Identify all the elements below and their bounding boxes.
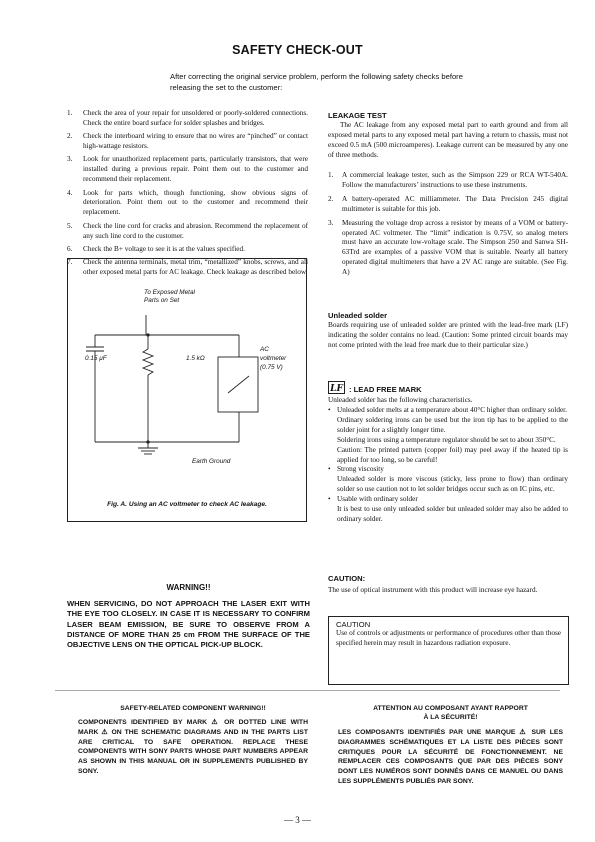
- check-item: 6. Check the B+ voltage to see it is at the values specified.: [67, 244, 245, 253]
- warning-text: WHEN SERVICING, DO NOT APPROACH THE LASER EXIT WITH THE EYE TOO CLOSELY. IN CASE IT IS NECESSARY TO CONFIRM LASER BEAM EMISSION, BE SURE TO OBSERVE FROM A DISTANCE OF MORE THAN 25 cm FROM THE SURFACE OF THE OBJECTIVE LENS ON THE OPTICAL PICK-UP BLOCK.: [67, 599, 310, 650]
- lead-free-intro: Unleaded solder has the following characteristics.: [328, 396, 473, 404]
- junction-dot: [146, 333, 149, 336]
- circuit-diagram: [68, 259, 306, 521]
- label-resistor: 1.5 kΩ: [186, 355, 205, 362]
- label-meter-1: AC: [260, 346, 269, 353]
- label-capacitor: 0.15 μF: [85, 355, 107, 362]
- check-item: 1. Check the area of your repair for unsoldered or poorly-soldered connections. Check the entire board surface for solder splashes and bridges.: [67, 109, 308, 127]
- safety-check-list: [67, 109, 308, 281]
- leakage-method-list: [328, 171, 568, 282]
- unleaded-heading: Unleaded solder: [328, 311, 388, 320]
- check-item: 5. Check the line cord for cracks and abrasion. Recommend the replacement of any such line cord to the customer.: [67, 221, 308, 240]
- method-item: 3. Measuring the voltage drop across a resistor by means of a VOM or battery-operated AC voltmeter. The “limit” indication is 0.75V, so analog meters must have an accurate low-voltage scale. The Simpson 250 and Sanwa SH-63Trd are examples of a passive VOM that is suitable. Nearly all battery operated digital multimeters that have a 2V AC range are suitable. (See Fig. A): [328, 218, 568, 277]
- method-item: 1. A commercial leakage tester, such as the Simpson 229 or RCA WT-540A. Follow the manufacturers’ instructions to use these instruments.: [328, 171, 568, 189]
- leakage-heading: LEAKAGE TEST: [328, 111, 387, 120]
- leakage-paragraph: The AC leakage from any exposed metal part to earth ground and from all exposed metal parts to any exposed metal part having a return to chassis, must not exceed 0.5 mA (500 microamperes). Leakage current can be measured by any one of three methods.: [328, 121, 568, 159]
- figure-caption: Fig. A. Using an AC voltmeter to check AC leakage.: [107, 501, 267, 508]
- french-warning-heading: ATTENTION AU COMPOSANT AYANT RAPPORT À LA SÉCURITÉ!: [373, 705, 528, 721]
- leakage-circuit-figure: [67, 258, 307, 522]
- caution-paragraph: The use of optical instrument with this product will increase eye hazard.: [328, 586, 538, 594]
- check-item: 3. Look for unauthorized replacement parts, particularly transistors, that were installed during a previous repair. Point them out to the customer and recommend their replacement.: [67, 155, 308, 184]
- warning-title: WARNING!!: [166, 583, 211, 592]
- caution-box-text: Use of controls or adjustments or performance of procedures other than those specified herein may result in hazardous radiation exposure.: [336, 629, 561, 647]
- page-number: — 3 —: [284, 815, 311, 825]
- caution-box-title: CAUTION: [336, 620, 371, 629]
- junction-dot: [146, 440, 149, 443]
- check-item: 2. Check the interboard wiring to ensure that no wires are “pinched” or contact high-wattage resistors.: [67, 132, 308, 151]
- intro-text: After correcting the original service problem, perform the following safety checks before releasing the set to the customer:: [170, 72, 463, 92]
- label-meter-2: voltmeter: [260, 355, 287, 362]
- method-item: 2. A battery-operated AC milliammeter. The Data Precision 245 digital multimeter is suitable for this job.: [328, 194, 568, 213]
- check-item: 4. Look for parts which, though functioning, show obvious signs of deterioration. Point them out to the customer and recommend their replacement.: [67, 188, 308, 217]
- lead-free-mark-text: LF: [330, 384, 343, 394]
- lead-free-characteristics: [328, 406, 568, 525]
- french-warning-text: LES COMPOSANTS IDENTIFIÉS PAR UNE MARQUE ⚠ SUR LES DIAGRAMMES SCHÉMATIQUES ET LA LISTE DES PIÈCES SONT CRITIQUES POUR LA SÉCURITÉ DE FONCTIONNEMENT. NE REMPLACER CES COMPOSANTS QUE PAR DES PIÈCES SONY DONT LES NUMÉROS SONT DONNÉS DANS CE MANUEL OU DANS LES SUPPLÉMENTS PUBLIÉS PAR SONY.: [338, 729, 563, 785]
- label-exposed-metal-2: Parts on Set: [144, 297, 180, 304]
- characteristic-item: • Strong viscosity Unleaded solder is more viscous (sticky, less prone to flow) than ordinary solder so use caution not to let solder bridges occur such as on IC pins, etc.: [328, 465, 568, 494]
- label-meter-3: (0.75 V): [260, 364, 283, 371]
- caution-box: [328, 616, 569, 685]
- label-exposed-metal-1: To Exposed Metal: [144, 289, 195, 296]
- check-item: 7. Check the antenna terminals, metal trim, “metallized” knobs, screws, and all other exposed metal parts for AC leakage. Check leakage as described below.: [67, 258, 308, 277]
- characteristic-item: • Unleaded solder melts at a temperature about 40°C higher than ordinary solder. Ordinary soldering irons can be used but the iron tip has to be applied to the solder joint for a slightly longer time. Soldering irons using a temperature regulator should be set to about 350°C. Caution: The printed pattern (copper foil) may peel away if the heated tip is applied for too long, so be careful!: [328, 406, 568, 464]
- characteristic-item: • Usable with ordinary solder It is best to use only unleaded solder but unleaded solder may also be added to ordinary solder.: [328, 495, 568, 523]
- safety-related-text: COMPONENTS IDENTIFIED BY MARK ⚠ OR DOTTED LINE WITH MARK ⚠ ON THE SCHEMATIC DIAGRAMS AND IN THE PARTS LIST ARE CRITICAL TO SAFE OPERATION. REPLACE THESE COMPONENTS WITH SONY PARTS WHOSE PART NUMBERS APPEAR AS SHOWN IN THIS MANUAL OR IN SUPPLEMENTS PUBLISHED BY SONY.: [78, 719, 308, 775]
- lead-free-mark-icon: [328, 381, 345, 394]
- lead-free-title: : LEAD FREE MARK: [349, 385, 422, 394]
- safety-related-heading: SAFETY-RELATED COMPONENT WARNING!!: [120, 705, 266, 712]
- label-earth-ground: Earth Ground: [192, 458, 231, 465]
- unleaded-paragraph: Boards requiring use of unleaded solder are printed with the lead-free mark (LF) indicating the solder contains no lead. (Caution: Some printed circuit boards may not come printed with the lead free mark due to their particular size.): [328, 321, 568, 349]
- caution-heading: CAUTION:: [328, 574, 366, 583]
- page-title: SAFETY CHECK-OUT: [232, 43, 363, 57]
- divider: [55, 690, 560, 691]
